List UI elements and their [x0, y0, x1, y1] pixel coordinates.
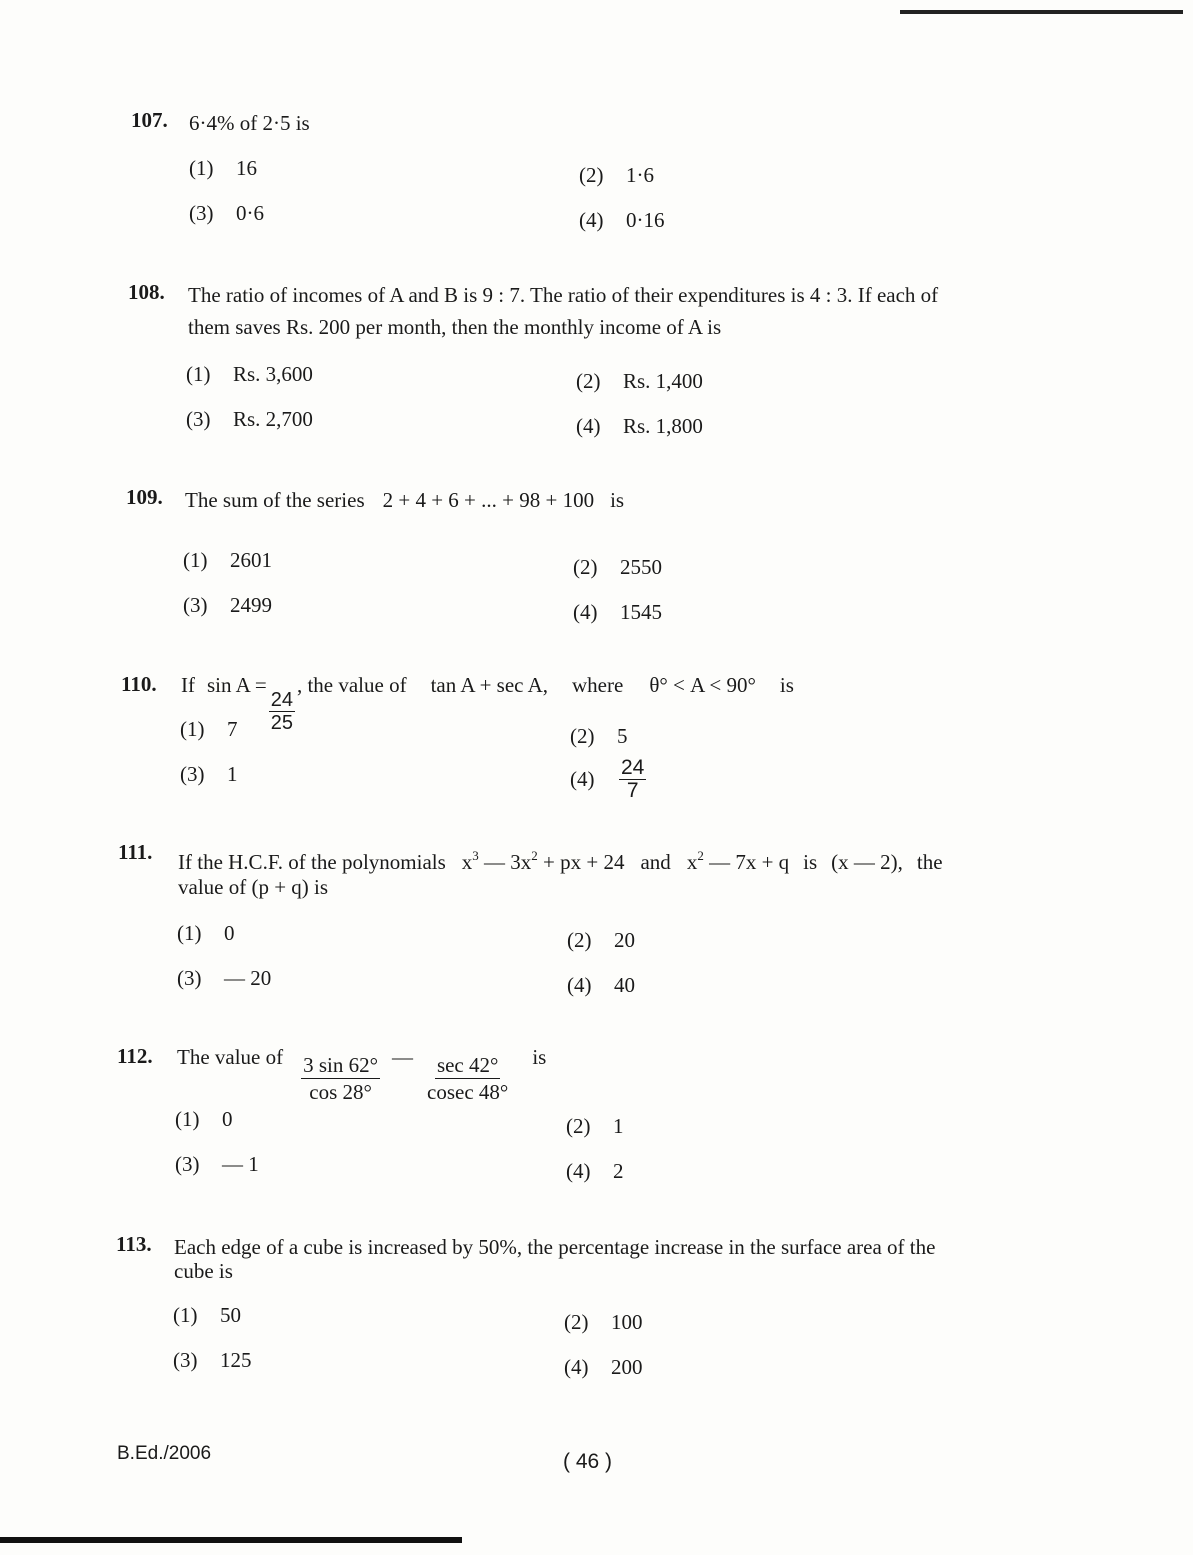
question-text: The value of $\frac{3 \sin 62^\circ}{\cos 28^\circ}$ — $\frac{\sec 42^\circ}{cosec 48^\circ}$ is [177, 1045, 547, 1104]
option-4: (4) Rs. 1,800 [576, 414, 703, 438]
question-number: 112. [117, 1044, 153, 1068]
option-fraction: $\frac{24}{7}$ [621, 756, 645, 802]
fraction-1: $\frac{3 \sin 62^\circ}{\cos 28^\circ}$ [303, 1053, 379, 1104]
question-number: 109. [126, 485, 163, 509]
option-4: (4) 40 [567, 973, 635, 997]
option-4: (4) $\frac{24}{7}$ [570, 756, 645, 802]
option-3: (3) 125 [173, 1348, 252, 1372]
top-rule [900, 10, 1183, 14]
option-1: (1) 0 [177, 921, 235, 945]
option-1: (1) 7 [180, 717, 238, 741]
question-text: The sum of the series 2 + 4 + 6 + ... + 98 + 100 is [185, 488, 625, 512]
question-number: 108. [128, 280, 165, 304]
question-text-line2: them saves Rs. 200 per month, then the monthly income of A is [188, 315, 722, 339]
question-text-line2: cube is [174, 1259, 233, 1283]
question-text: If sin A = $\frac{24}{25}$ , the value of tan A + sec A, where θ° < A < 90° is [181, 673, 794, 734]
option-2: (2) 2550 [573, 555, 662, 579]
option-3: (3) 0·6 [189, 201, 264, 225]
option-4: (4) 200 [564, 1355, 643, 1379]
option-3: (3) — 20 [177, 966, 272, 990]
question-text-line1: Each edge of a cube is increased by 50%, the percentage increase in the surface area of the [174, 1235, 936, 1259]
question-number: 107. [131, 108, 168, 132]
option-2: (2) 5 [570, 724, 628, 748]
question-number: 110. [121, 672, 157, 696]
option-1: (1) 0 [175, 1107, 233, 1131]
option-1: (1) Rs. 3,600 [186, 362, 313, 386]
option-2: (2) Rs. 1,400 [576, 369, 703, 393]
option-3: (3) — 1 [175, 1152, 259, 1176]
exam-code: B.Ed./2006 [117, 1443, 212, 1464]
option-4: (4) 2 [566, 1159, 624, 1183]
option-3: (3) Rs. 2,700 [186, 407, 313, 431]
option-1: (1) 16 [189, 156, 257, 180]
series-expression: 2 + 4 + 6 + ... + 98 + 100 [382, 488, 595, 512]
option-4: (4) 0·16 [579, 208, 665, 232]
option-2: (2) 20 [567, 928, 635, 952]
question-text: 6·4% of 2·5 is [189, 111, 310, 135]
option-2: (2) 100 [564, 1310, 643, 1334]
option-1: (1) 50 [173, 1303, 241, 1327]
option-1: (1) 2601 [183, 548, 272, 572]
sin-fraction: $\frac{24}{25}$ [270, 689, 293, 734]
question-text-line1: If the H.C.F. of the polynomials $x^3$ — $3x^2$ + px + 24 and $x^2$ — 7x + q is (x — 2), the [178, 848, 943, 874]
question-number: 111. [118, 840, 153, 864]
page-number: ( 46 ) [563, 1450, 613, 1473]
option-2: (2) 1·6 [579, 163, 654, 187]
question-text-line1: The ratio of incomes of A and B is 9 : 7. The ratio of their expenditures is 4 : 3. If each of [188, 283, 939, 307]
bottom-rule [0, 1537, 462, 1543]
question-text-line2: value of (p + q) is [178, 875, 329, 899]
option-4: (4) 1545 [573, 600, 662, 624]
question-number: 113. [116, 1232, 152, 1256]
option-3: (3) 1 [180, 762, 238, 786]
option-3: (3) 2499 [183, 593, 272, 617]
fraction-2: $\frac{\sec 42^\circ}{cosec 48^\circ}$ [427, 1053, 509, 1104]
option-2: (2) 1 [566, 1114, 624, 1138]
